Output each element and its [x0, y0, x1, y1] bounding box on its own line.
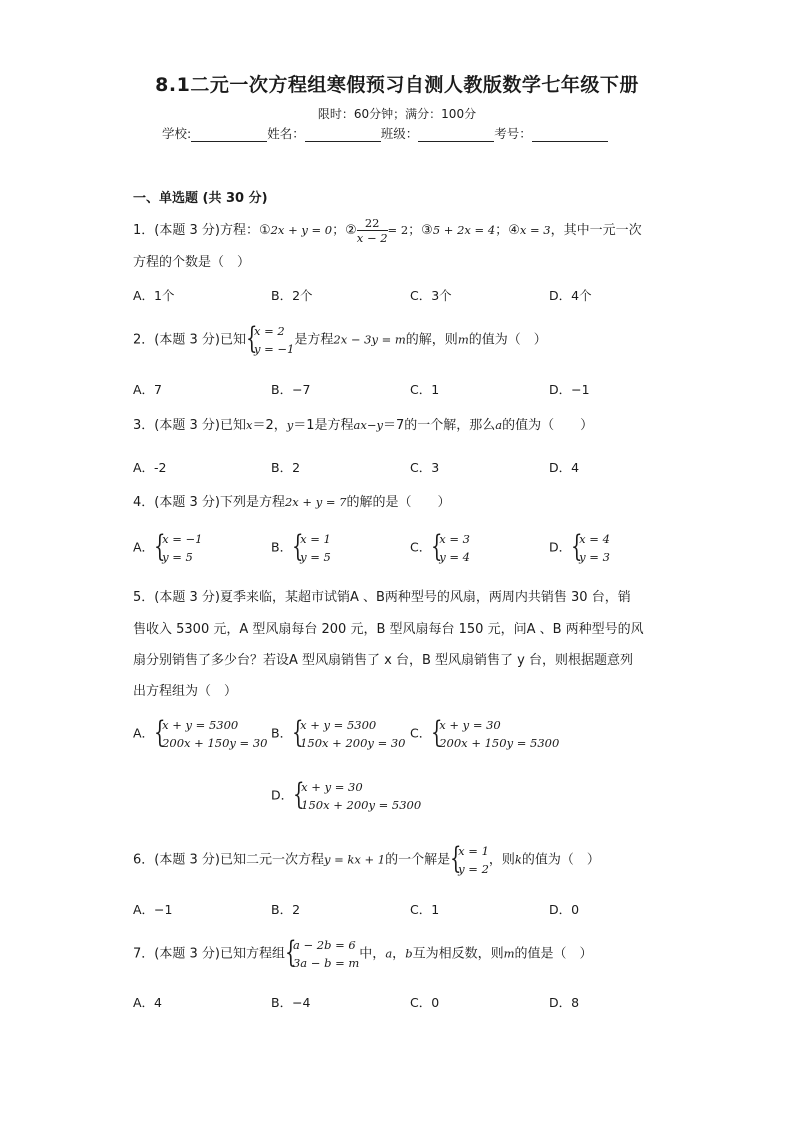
number-label: 考号： — [494, 126, 532, 141]
q1-option-d[interactable]: D．4个 — [549, 288, 592, 303]
question-4: 4．(本题 3 分)下列是方程2x + y = 7的解的是（ ） — [133, 495, 451, 510]
q4-option-d[interactable]: D． { x = 4 y = 3 — [549, 529, 610, 564]
q6-option-b[interactable]: B．2 — [271, 902, 301, 917]
q5-option-b[interactable]: B． { x + y = 5300 150x + 200y = 30 — [271, 715, 406, 750]
equation-system: { x + y = 5300 150x + 200y = 30 — [292, 715, 406, 750]
number-blank — [532, 127, 608, 142]
equation-system: { x + y = 30 200x + 150y = 5300 — [431, 715, 560, 750]
name-label: 姓名： — [267, 126, 305, 141]
q3-option-c[interactable]: C．3 — [410, 460, 440, 475]
section-heading: 一、单选题 (共 30 分) — [133, 191, 268, 206]
question-5-line1: 5．(本题 3 分)夏季来临，某超市试销A 、B两种型号的风扇，两周内共销售 30 台，销 — [133, 590, 631, 605]
q2-option-c[interactable]: C．1 — [410, 382, 440, 397]
q1-option-b[interactable]: B．2个 — [271, 288, 313, 303]
question-5-line4: 出方程组为（ ） — [133, 684, 238, 699]
equation-system: { a − 2b = 6 3a − b = m — [284, 935, 360, 970]
equation-system: { x = 3 y = 4 — [431, 529, 470, 564]
equation-system: { x + y = 30 150x + 200y = 5300 — [293, 777, 422, 812]
question-2: 2．(本题 3 分)已知 { x = 2 y = −1 是方程2x − 3y = m的解，则m的值为（ ） — [133, 321, 547, 356]
class-blank — [418, 127, 494, 142]
question-5-line2: 售收入 5300 元，A 型风扇每台 200 元，B 型风扇每台 150 元，问A 、B 两种型号的风 — [133, 622, 644, 637]
q4-option-c[interactable]: C． { x = 3 y = 4 — [410, 529, 470, 564]
page-title: 8.1二元一次方程组寒假预习自测人教版数学七年级下册 — [155, 74, 639, 96]
equation-system: { x = 1 y = 2 — [450, 841, 489, 876]
name-blank — [305, 127, 381, 142]
q7-option-d[interactable]: D．8 — [549, 995, 580, 1010]
q6-option-a[interactable]: A．−1 — [133, 902, 173, 917]
q4-option-b[interactable]: B． { x = 1 y = 5 — [271, 529, 331, 564]
q1-option-c[interactable]: C．3个 — [410, 288, 452, 303]
equation-system: { x = 1 y = 5 — [292, 529, 331, 564]
student-info-line — [162, 124, 608, 142]
school-blank — [191, 127, 267, 142]
q6-option-c[interactable]: C．1 — [410, 902, 440, 917]
q3-option-b[interactable]: B．2 — [271, 460, 301, 475]
q5-option-d[interactable]: D． { x + y = 30 150x + 200y = 5300 — [271, 777, 422, 812]
fraction: $\frac{22}{x - 2}$ — [356, 216, 388, 245]
class-label: 班级： — [380, 126, 419, 141]
question-6: 6．(本题 3 分)已知二元一次方程y = kx + 1的一个解是 { x = 1 y = 2 ，则k的值为（ ） — [133, 841, 600, 876]
question-5-line3: 扇分别销售了多少台？若设A 型风扇销售了 x 台，B 型风扇销售了 y 台，则根据题意列 — [133, 653, 633, 668]
q3-option-a[interactable]: A．-2 — [133, 460, 167, 475]
time-score-line: 限时：60分钟；满分：100分 — [317, 107, 477, 121]
q7-option-a[interactable]: A．4 — [133, 995, 163, 1010]
q5-option-a[interactable]: A． { x + y = 5300 200x + 150y = 30 — [133, 715, 268, 750]
q3-option-d[interactable]: D．4 — [549, 460, 580, 475]
equation-system: { x = −1 y = 5 — [154, 529, 203, 564]
school-label: 学校: — [162, 126, 192, 141]
q7-option-b[interactable]: B．−4 — [271, 995, 311, 1010]
q2-option-d[interactable]: D．−1 — [549, 382, 590, 397]
question-3: 3．(本题 3 分)已知x＝2，y＝1是方程ax−y＝7的一个解，那么a的值为（ ） — [133, 418, 594, 433]
q2-option-b[interactable]: B．−7 — [271, 382, 311, 397]
equation-system: { x = 4 y = 3 — [571, 529, 610, 564]
q1-option-a[interactable]: A．1个 — [133, 288, 175, 303]
q4-option-a[interactable]: A． { x = −1 y = 5 — [133, 529, 203, 564]
question-1-line2: 方程的个数是（ ） — [133, 255, 251, 270]
q6-option-d[interactable]: D．0 — [549, 902, 580, 917]
question-7: 7．(本题 3 分)已知方程组 { a − 2b = 6 3a − b = m 中，a，b互为相反数，则m的值是（ ） — [133, 935, 593, 970]
equation-system: { x + y = 5300 200x + 150y = 30 — [154, 715, 268, 750]
q7-option-c[interactable]: C．0 — [410, 995, 440, 1010]
equation-system: { x = 2 y = −1 — [245, 321, 295, 356]
question-1: 1．(本题 3 分)方程：①2x + y = 0；② $\frac{22}{x - 2}$ = 2；③5 + 2x = 4；④x = 3，其中一元一次 — [133, 216, 642, 245]
q2-option-a[interactable]: A．7 — [133, 382, 163, 397]
q5-option-c[interactable]: C． { x + y = 30 200x + 150y = 5300 — [410, 715, 560, 750]
